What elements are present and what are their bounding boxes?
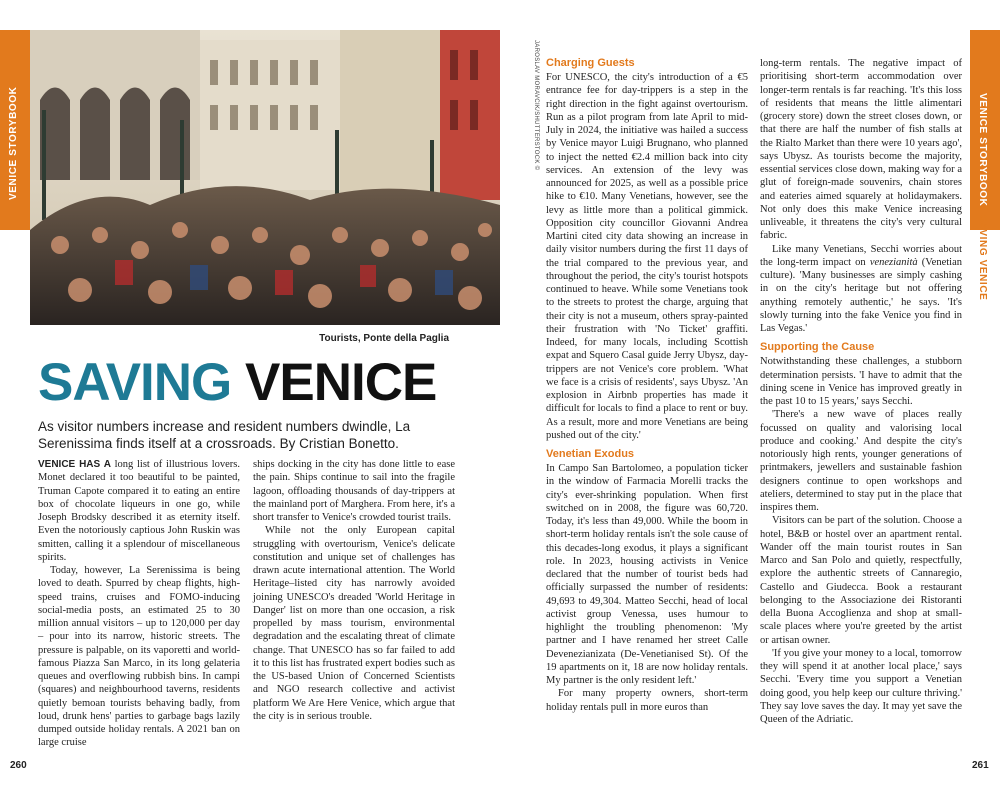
- paragraph-text: Like many Venetians, Secchi worries about the long-term impact on: [760, 243, 962, 268]
- section-label-right: SAVING VENICE: [977, 215, 988, 301]
- page-number-left: 260: [10, 760, 27, 771]
- photo-venice-crowd-image: [30, 30, 500, 325]
- body-column-1: [38, 458, 240, 750]
- italic-term: venezianità: [869, 256, 918, 268]
- paragraph: [38, 458, 240, 564]
- paragraph: ships docking in the city has done little to ease the pain. Ships continue to sail into the fragile lagoon, offloading thousands of day-trippers at the mainland port of Marghera. From here, it's a short transfer to Venice's crowded tourist trails.: [253, 459, 455, 523]
- photo-credit: JAROSLAV MORAVCIK/SHUTTERSTOCK ©: [533, 40, 539, 171]
- paragraph: While not the only European capital struggling with overtourism, Venice's delicate constitution and unique set of challenges has drawn acute international attention. The World Heritage–listed city has narrowly avoided joining UNESCO's dreaded 'World Heritage in Danger' list on more than one occasion, a risk propelled by mass tourism, environmental degradation and the escalating threat of climate change. That UNESCO has so far failed to add it to this list has frustrated expert bodies such as the US-based Union of Concerned Scientists and NGO research collective and activist platform We Are Here Venice, which argue that the city is in serious trouble.: [253, 525, 455, 722]
- subhead-venetian-exodus: Venetian Exodus: [546, 448, 635, 460]
- paragraph-text: long list of illustrious lovers. Monet declared it too beautiful to be painted, Truman Capote compared it to eating an entire box of chocolate liqueurs in one go, while Joseph Brodsky described it as eternity itself. Even the notoriously captious John Ruskin was smitten, calling it a splendour of miscellaneous spirits.: [38, 459, 241, 563]
- title-venice: VENICE: [245, 353, 437, 412]
- paragraph: For UNESCO, the city's introduction of a €5 entrance fee for day-trippers is a step in the right direction in the fight against overtourism. Run as a pilot program from late April to mid-July in 2024, the initiative was hailed a success by Venice mayor Luigi Brugnano, who planned to inject the netted €2.4 million back into city services. An extension of the levy was announced for 2025, as well as a possible price hike to €10. Many Venetians, however, see the levy as little more than a political gimmick. Opposition city councillor Giovanni Andrea Martini cited city data showing an increase in daily visitor numbers during the first 11 days of the trial compared to the previous year, and throughout the period, the city's tourist hotspots continued to heave. While some Venetians took to the streets to protest the charge, arguing that their city is not a museum, others spray-painted their frustration with 'No Ticket' graffiti. Indeed, for many locals, including Scottish expat and Squero Casal guide Jerry Ubysz, day-trippers are not Venice's core problem. 'What we face is a crisis of residents', says Ubysz. 'An explosion in Airbnb properties has made it difficult for locals to find a place to rent or buy. As a result, more and more Venetians are being pushed out of the city.': [546, 72, 748, 441]
- body-column-2: [253, 458, 455, 723]
- paragraph: Notwithstanding these challenges, a stubborn determination persists. 'I have to admit that the dining scene in Venice has improved greatly in the past 10 to 15 years,' says Secchi.: [760, 356, 962, 407]
- paragraph-text: (Venetian culture). 'Many businesses are simply cashing in on the city's heritage but not offering anything remotely authentic,' he says. 'It's slowly turning into the fake Venice you find in Las Vegas.': [760, 256, 962, 334]
- side-tab-right-label: VENICE STORYBOOK: [977, 93, 988, 207]
- standfirst: As visitor numbers increase and resident numbers dwindle, La Serenissima finds itself at a crossroads. By Cristian Bonetto.: [38, 419, 411, 451]
- title-saving: SAVING: [38, 353, 232, 412]
- paragraph: [760, 243, 962, 336]
- paragraph: long-term rentals. The negative impact of prioritising short-term accommodation over longer-term rentals is far reaching. 'It's this loss of residents that means the little alimentari (grocery store) down the street closes down, or that there are half the number of fish stalls at the Rialto Market than there were 10 years ago', says Ubysz. As tourists become the majority, essential services close down, making way for a glut of foreign-made souvenirs, chain stores and eateries aimed squarely at holidaymakers. Not only does this make Venice increasing unliveable, it threatens the city's very cultural fabric.: [760, 58, 962, 242]
- paragraph: 'If you give your money to a local, tomorrow they will spend it at another local place,' says Secchi. 'Every time you support a Venetian doing good, you help keep our culture thriving.' They say love saves the day. It may yet save the Queen of the Adriatic.: [760, 647, 962, 725]
- side-tab-left-label: VENICE STORYBOOK: [8, 86, 19, 200]
- paragraph: 'There's a new wave of places really focussed on quality and valorising local produce and cooking.' And despite the city's notoriously high rents, younger generations of printmakers, jewellers and sustainable fashion designers continue to open workshops and ateliers, determined to stay put in the place that inspires them.: [760, 409, 962, 513]
- lead-in: VENICE HAS A: [38, 459, 111, 470]
- body-column-4: [760, 57, 962, 726]
- paragraph: Visitors can be part of the solution. Choose a hotel, B&B or hostel over an apartment rental. Wander off the main tourist routes in San Marco and San Polo and quietly, respectfully, explore the authentic streets of Cannaregio, Castello and Giudecca. Book a restaurant belonging to the Associazione dei Ristoranti della Buona Accoglienza and shop at small-scale places where you're greeted by the artist or artisan owner.: [760, 515, 962, 646]
- photo-caption: Tourists, Ponte della Paglia: [319, 333, 449, 344]
- crowd-photo: [30, 30, 500, 325]
- subhead-supporting-the-cause: Supporting the Cause: [760, 341, 875, 354]
- subhead-charging-guests: Charging Guests: [546, 57, 635, 69]
- paragraph: For many property owners, short-term holiday rentals pull in more euros than: [546, 688, 748, 713]
- page-number-right: 261: [972, 760, 989, 771]
- body-column-3: [546, 57, 748, 714]
- paragraph: Today, however, La Serenissima is being loved to death. Spurred by cheap flights, high-speed trains, cruises and FOMO-inducing social-media posts, an estimated 25 to 30 million annual visitors – up to 120,000 per day – pour into its narrow, historic streets. The pressure is palpable, on its vaporetti and world-famous Piazza San Marco, in its long gelateria queues and overflowing rubbish bins. In campi (squares) and neighbourhood taverns, residents quietly bemoan tourists behaving badly, from loud, drunk hens' parties to garbage bags lazily dumped outside holiday rentals. A 2021 ban on large cruise: [38, 565, 240, 749]
- page-title: [38, 353, 437, 412]
- paragraph: In Campo San Bartolomeo, a population ticker in the window of Farmacia Morelli tracks the city's ever-shrinking population. When first switched on in 2008, the figure was 60,720. Today, it's less than 49,000. While the boom in short-term holiday rentals isn't the sole cause of this decades-long exodus, it plays a significant role. In 2023, housing activists in Venice declared that the number of tourist beds had officially surpassed the number of residents: 49,693 to 49,304. Matteo Secchi, head of local activist group Venessa, uses humour to highlight the troubling phenomenon: 'My partner and I have renamed her street Calle Devenezianizata (De-Venetianised St). Of the 19 apartments on it, 18 are now holiday rentals. My partner is the only resident left.': [546, 463, 748, 686]
